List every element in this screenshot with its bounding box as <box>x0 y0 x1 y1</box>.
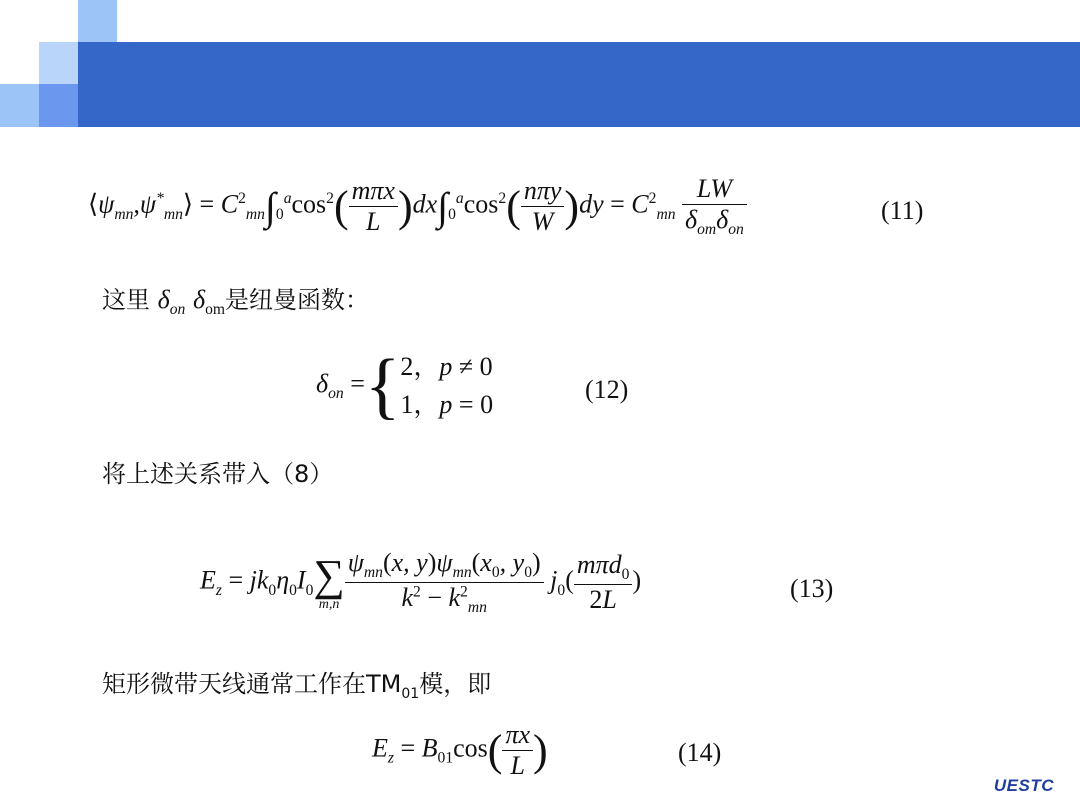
neumann-intro-text: 这里 $\delta_{on}$ $\delta_{om}$是纽曼函数： <box>102 285 369 319</box>
equation-13-label: (13) <box>790 574 834 603</box>
decor-square-lower-left <box>0 84 39 127</box>
decor-square-top <box>78 0 117 42</box>
equation-13: $E_z = jk_0\eta_0I_0$ ∑ m,n $\frac{\psi_{mn}(x, y)\psi_{mn}(x_0, y_0)}{k^2 - k^2_{mn}}$ $j_0$( $\frac{m\pi d_0}{2L}$ ) <box>200 548 642 617</box>
intro-prefix: 这里 <box>102 286 150 314</box>
mode-suffix: 模，即 <box>419 670 492 698</box>
uestc-logo: UESTC <box>993 776 1054 795</box>
mode-text <box>102 664 491 702</box>
case-1: 2，p ≠ 0 <box>400 352 493 381</box>
mode-prefix: 矩形微带天线通常工作在TM <box>102 670 402 698</box>
case-2: 1，p = 0 <box>400 390 494 419</box>
decor-square-lower-mid <box>39 84 78 127</box>
decor-square-left <box>39 42 78 84</box>
header-banner <box>78 42 1080 127</box>
mode-subscript: 01 <box>401 685 420 702</box>
intro-suffix: 是纽曼函数： <box>225 286 369 314</box>
equation-11-label: (11) <box>881 196 924 225</box>
equation-14-label: (14) <box>678 738 722 767</box>
equation-11: $⟨\psi_{mn},\psi^*_{mn}⟩ = C^2_{mn}\int_0^a\cos^2$( $\frac{\text{mπx}}{L}$ )$dx\int_0^a\cos^2$( $\frac{\text{nπy}}{W}$ )$dy = C^2_{mn}$ $\frac{LW}{\delta_{om}\delta_{on}}$ <box>88 174 747 239</box>
equation-14: $E_z = B_{01}\cos$( $\frac{\pi x}{L}$ ) <box>372 720 548 780</box>
equation-12: $\delta_{on}$ ={ 2，p ≠ 0 1，p = 0 <box>316 345 494 427</box>
substitute-text: 将上述关系带入（8） <box>102 460 334 488</box>
equation-12-label: (12) <box>585 375 629 404</box>
